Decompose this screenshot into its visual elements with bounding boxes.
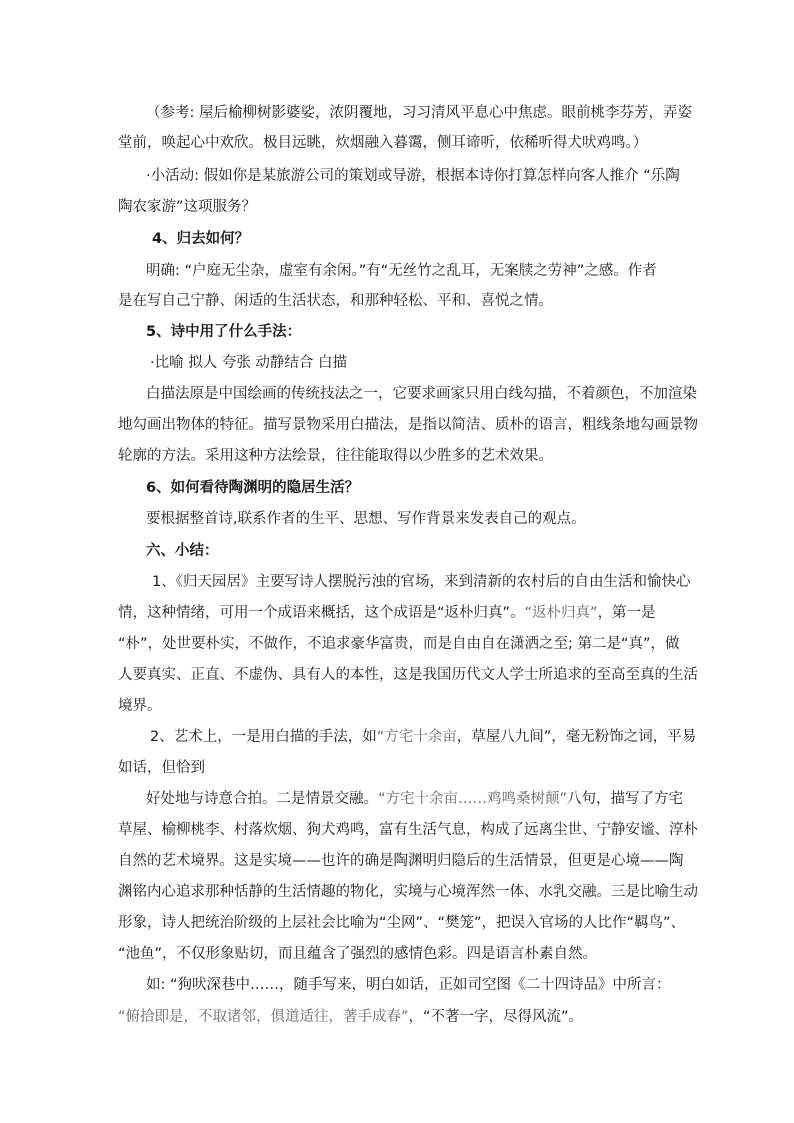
summary-p3-quote: “方宅十余亩……鸡鸣桑树颠” (378, 791, 568, 807)
summary-p3-line-1 (146, 789, 683, 809)
summary-p2-quote: “方宅十余亩 (376, 729, 457, 745)
summary-p1-line-1: 1、《归天园居》主要写诗人摆脱污浊的官场，来到清新的农村后的自由生活和愉快心 (152, 574, 691, 590)
q4-line-1: 明确: “户庭无尘杂，虚室有余闲。”有“无丝竹之乱耳，无案牍之劳神”之感。作者 (146, 263, 657, 279)
q5-line-1: 白描法原是中国绘画的传统技法之一，它要求画家只用白线勾描，不着颜色，不加渲染 (146, 386, 697, 402)
summary-p1-quote: “返朴归真” (524, 605, 598, 621)
q4-line-2: 是在写自己宁静、闲适的生活状态，和那种轻松、平和、喜悦之情。 (118, 293, 553, 309)
summary-p1-line-5: 境界。 (118, 698, 162, 714)
summary-p1-line-2 (118, 603, 656, 623)
summary-p2-line-1-tail: ，草屋八九间”，毫无粉饰之词，平易 (456, 729, 697, 745)
summary-p3-line-6: “池鱼”，不仅形象贴切，而且蕴含了强烈的感情色彩。四是语言朴素自然。 (118, 946, 598, 962)
activity-line-2: 陶农家游”这项服务？ (118, 199, 257, 215)
reference-line-1: （参考: 屋后榆柳树影婆娑，浓阴覆地，习习清风平息心中焦虑。眼前桃李芬芳，弄姿 (146, 105, 692, 121)
summary-p3-line-2: 草屋、榆柳桃李、村落炊烟、狗犬鸡鸣，富有生活气息，构成了远离尘世、宁静安谧、淳朴 (118, 822, 698, 838)
summary-p3-line-5: 形象，诗人把统治阶级的上层社会比喻为“尘网”、“樊笼”，把误入官场的人比作“羁鸟”、 (118, 915, 686, 931)
summary-p1-line-4: 人要真实、正直、不虚伪、具有人的本性，这是我国历代文人学士所追求的至高至真的生活 (118, 667, 698, 683)
summary-p3-line-4: 渊铭内心追求那种恬静的生活情趣的物化，实境与心境浑然一体、水乳交融。三是比喻生动 (118, 884, 698, 900)
q5-techniques: ·比喻 拟人 夸张 动静结合 白描 (150, 355, 348, 371)
summary-heading: 六、小结： (146, 543, 219, 559)
summary-p1-line-2-tail: ，第一是 (597, 605, 656, 621)
summary-p4-quote: “俯拾即是，不取诸邻，俱道适往，著手成春” (118, 1009, 409, 1025)
summary-p3-line-1-tail: 八句，描写了方宅 (567, 791, 684, 807)
q5-line-3: 轮廓的方法。采用这种方法绘景，往往能取得以少胜多的艺术效果。 (118, 448, 553, 464)
summary-p2-line-2: 如话，但恰到 (118, 760, 205, 776)
summary-p4-line-1: 如: “狗吠深巷中……，随手写来，明白如话，正如司空图《二十四诗品》中所言： (146, 977, 671, 993)
summary-p1-line-3: “朴”，处世要朴实，不做作，不追求豪华富贵，而是自由自在潇洒之至; 第二是“真”，做 (118, 636, 680, 652)
summary-p2-line-1-text: 2、艺术上，一是用白描的手法，如 (150, 729, 377, 745)
q6-heading: 6、如何看待陶渊明的隐居生活？ (146, 480, 360, 496)
q4-heading: 4、归去如何？ (152, 231, 250, 247)
summary-p3-line-1-text: 好处地与诗意合拍。二是情景交融。 (146, 791, 378, 807)
q5-line-2: 地勾画出物体的特征。描写景物采用白描法，是指以简洁、质朴的语言，粗线条地勾画景物 (118, 417, 698, 433)
summary-p3-line-3: 自然的艺术境界。这是实境——也许的确是陶渊明归隐后的生活情景，但更是心境——陶 (118, 853, 684, 869)
summary-p4-line-2-tail: ，“不著一字，尽得风流”。 (408, 1009, 584, 1025)
summary-p1-line-2-text: 情，这种情绪，可用一个成语来概括，这个成语是“返朴归真”。 (118, 605, 525, 621)
summary-p4-line-2 (118, 1007, 583, 1027)
activity-line-1: ·小活动: 假如你是某旅游公司的策划或导游，根据本诗你打算怎样向客人推介 “乐陶 (146, 168, 680, 184)
q5-heading: 5、诗中用了什么手法： (146, 324, 302, 340)
reference-line-2: 堂前，唤起心中欢欣。极目远眺，炊烟融入暮霭，侧耳谛听，依稀听得犬吠鸡鸣。） (118, 135, 648, 151)
q6-line-1: 要根据整首诗,联系作者的生平、思想、写作背景来发表自己的观点。 (146, 511, 586, 527)
summary-p2-line-1 (150, 727, 696, 747)
